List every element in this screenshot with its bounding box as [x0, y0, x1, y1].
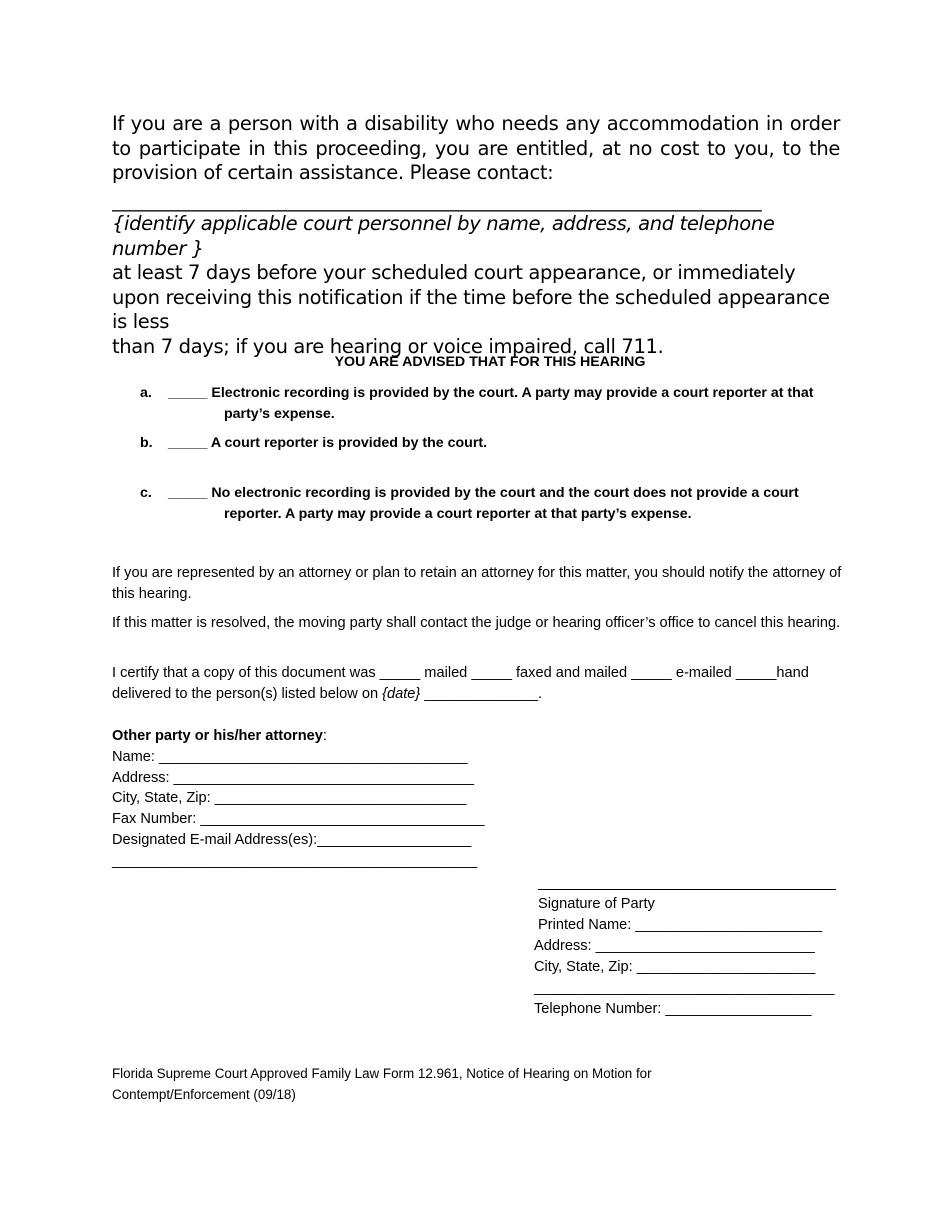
option-letter: b.	[140, 435, 153, 451]
attorney-notice: If you are represented by an attorney or plan to retain an attorney for this matter, you should notify the attorney of this hearing.	[112, 565, 842, 602]
ada-continuation-1: at least 7 days before your scheduled court appearance, or immediately upon receiving this notification if the time before the scheduled appearance is less	[112, 261, 830, 334]
certify-date-blank: ______________.	[420, 686, 543, 702]
ada-notice-continuation	[112, 212, 840, 360]
option-c	[140, 483, 840, 525]
option-letter: a.	[140, 385, 152, 401]
heading-colon: :	[322, 728, 327, 744]
other-party-block	[112, 726, 512, 872]
certify-text: I certify that a copy of this document was _____ mailed _____ faxed and mailed _____ e-mailed _____hand delivered to the person(s) listed below on	[112, 665, 809, 702]
other-party-extra-line: _____________________________________________	[112, 852, 478, 869]
certificate-of-service	[112, 663, 844, 705]
signer-blank-line: _____________________________________	[534, 980, 835, 996]
form-footer	[112, 1063, 732, 1105]
ada-continuation-2: than 7 days; if you are hearing or voice impaired, call 711.	[112, 334, 664, 358]
other-party-heading: Other party or his/her attorney	[112, 728, 323, 744]
option-b	[140, 433, 840, 454]
other-party-city: City, State, Zip: _______________________________	[112, 790, 467, 807]
signature-line	[538, 889, 836, 890]
footer-line-2: Contempt/Enforcement (09/18)	[112, 1087, 296, 1102]
other-party-name: Name: ______________________________________	[112, 748, 468, 765]
printed-name: Printed Name: _______________________	[538, 917, 823, 933]
signature-label: Signature of Party	[538, 896, 655, 912]
other-party-email: Designated E-mail Address(es):___________________	[112, 831, 472, 848]
advised-heading: YOU ARE ADVISED THAT FOR THIS HEARING	[334, 354, 646, 370]
option-text: _____ Electronic recording is provided by the court. A party may provide a court reporter at that party’s expense.	[168, 385, 814, 422]
signer-address: Address: ___________________________	[534, 938, 815, 954]
contact-blank-line: ___________________________________________________________________	[112, 190, 762, 212]
option-text: _____ A court reporter is provided by the court.	[168, 435, 488, 451]
ada-notice-paragraph: If you are a person with a disability who needs any accommodation in order to participate in this proceeding, you are entitled, at no cost to you, to the provision of certain assistance. Please contact:	[112, 112, 840, 185]
option-a	[140, 383, 840, 425]
option-text: _____ No electronic recording is provided by the court and the court does not provide a court reporter. A party may provide a court reporter at that party’s expense.	[168, 485, 799, 522]
other-party-fax: Fax Number: ___________________________________	[112, 811, 485, 828]
contact-placeholder: {identify applicable court personnel by name, address, and telephone number }	[112, 212, 775, 260]
option-letter: c.	[140, 485, 152, 501]
signer-city: City, State, Zip: ______________________	[534, 959, 816, 975]
footer-line-1: Florida Supreme Court Approved Family Law Form 12.961, Notice of Hearing on Motion for	[112, 1066, 652, 1081]
other-party-address: Address: _____________________________________	[112, 769, 474, 786]
resolved-notice: If this matter is resolved, the moving party shall contact the judge or hearing officer’s office to cancel this hearing.	[112, 615, 841, 631]
certify-date-placeholder: {date}	[382, 686, 421, 702]
signer-telephone: Telephone Number: __________________	[534, 1001, 812, 1017]
